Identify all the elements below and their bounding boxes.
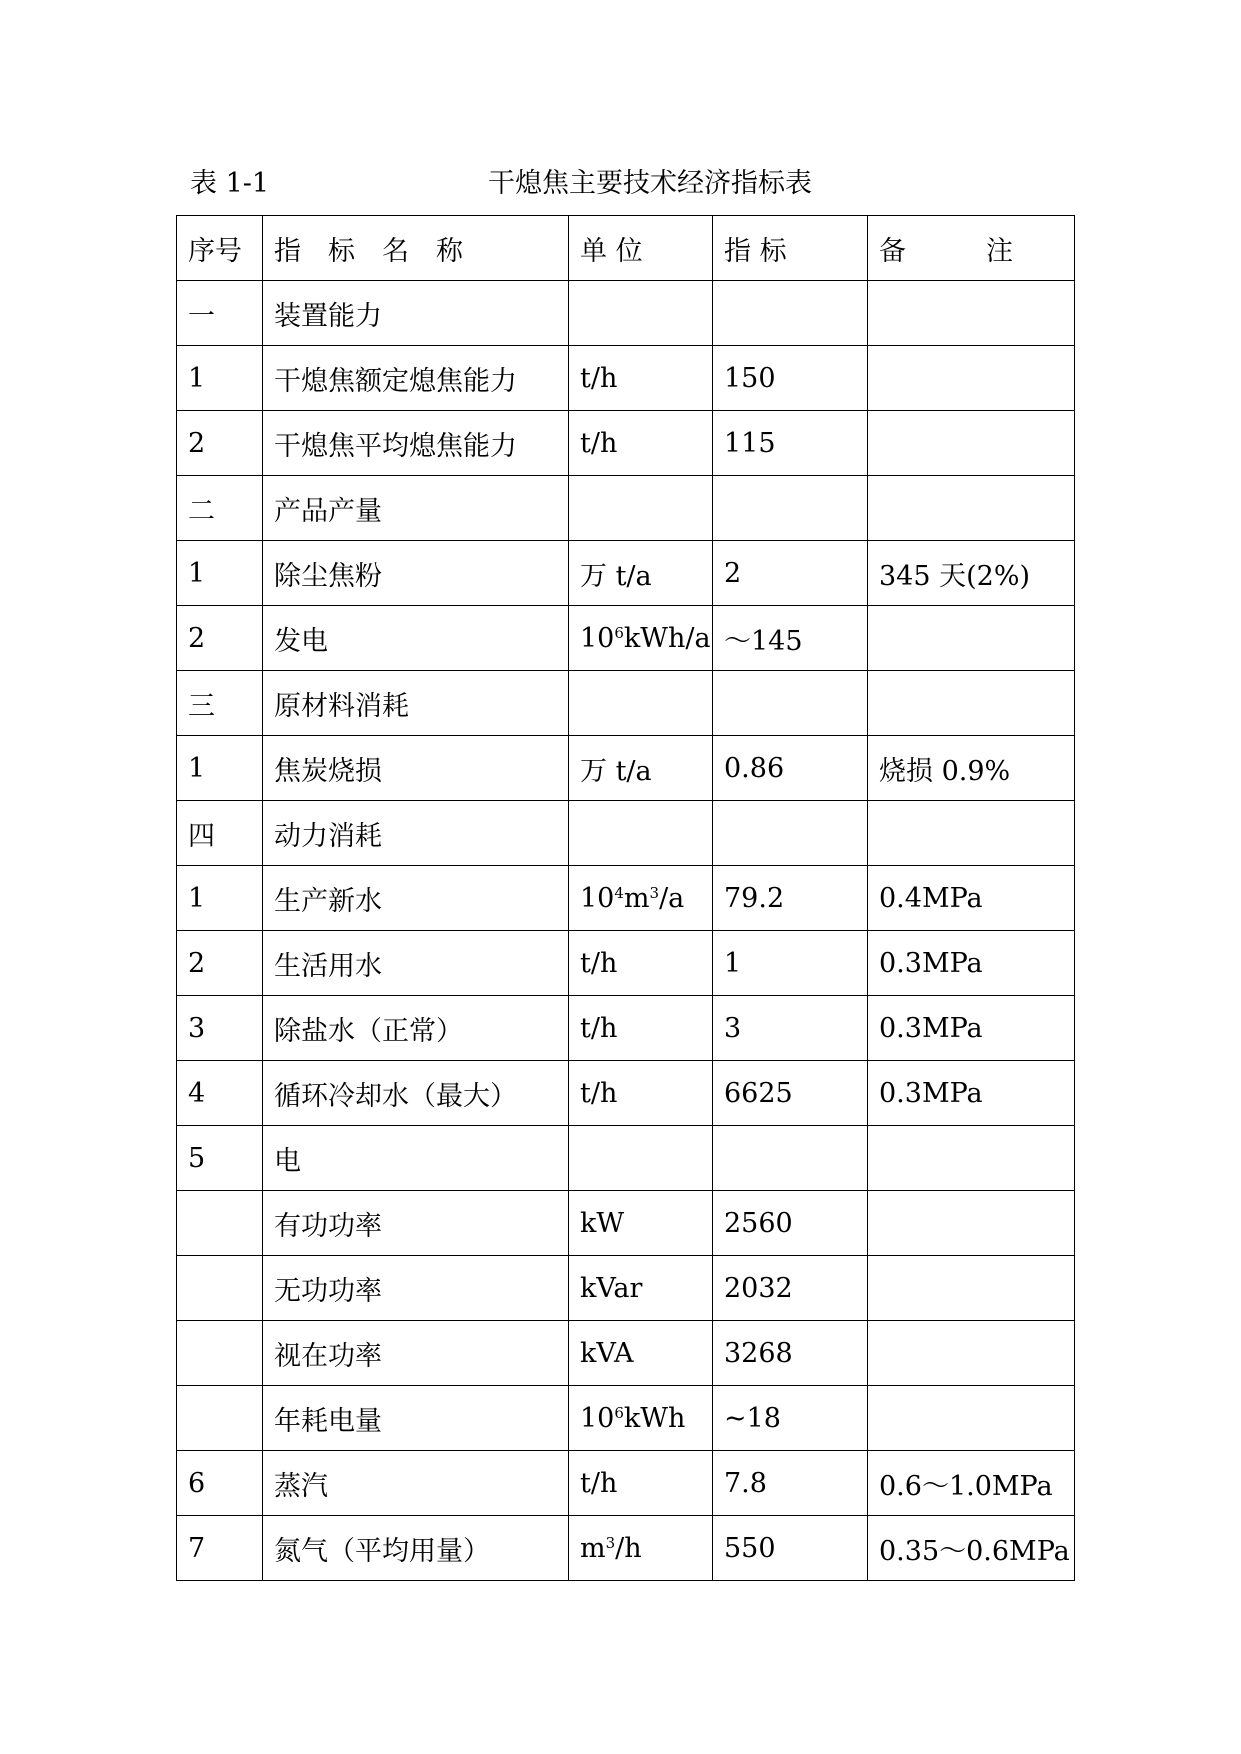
table-row — [177, 476, 1075, 541]
cell-seq: 7 — [177, 1516, 263, 1581]
unit-rest: /h — [615, 1532, 642, 1564]
cell-seq: 2 — [177, 606, 263, 671]
unit-rest: kWh — [623, 1402, 686, 1434]
table-row — [177, 866, 1075, 931]
header-seq: 序号 — [177, 216, 263, 281]
table-caption — [190, 160, 1090, 208]
cell-note: 0.3MPa — [868, 931, 1075, 996]
header-unit: 单 位 — [569, 216, 713, 281]
cell-seq: 1 — [177, 346, 263, 411]
unit-exponent: 4 — [614, 883, 624, 902]
cell-name: 除盐水（正常） — [263, 996, 569, 1061]
table-row — [177, 1126, 1075, 1191]
table-row — [177, 1451, 1075, 1516]
cell-note — [868, 476, 1075, 541]
cell-value — [713, 281, 868, 346]
cell-note: 0.3MPa — [868, 1061, 1075, 1126]
cell-value: 0.86 — [713, 736, 868, 801]
cell-seq — [177, 1191, 263, 1256]
cell-name: 干熄焦额定熄焦能力 — [263, 346, 569, 411]
cell-seq: 2 — [177, 931, 263, 996]
cell-seq — [177, 1386, 263, 1451]
cell-note — [868, 1321, 1075, 1386]
cell-name: 电 — [263, 1126, 569, 1191]
cell-unit: t/h — [569, 346, 713, 411]
cell-value — [713, 476, 868, 541]
table-row — [177, 671, 1075, 736]
cell-value: 2560 — [713, 1191, 868, 1256]
cell-seq: 四 — [177, 801, 263, 866]
cell-name: 原材料消耗 — [263, 671, 569, 736]
cell-name: 生活用水 — [263, 931, 569, 996]
cell-seq: 4 — [177, 1061, 263, 1126]
table-header-row — [177, 216, 1075, 281]
cell-name: 蒸汽 — [263, 1451, 569, 1516]
cell-name: 年耗电量 — [263, 1386, 569, 1451]
cell-unit: 万 t/a — [569, 541, 713, 606]
cell-value: 3268 — [713, 1321, 868, 1386]
table-body — [177, 281, 1075, 1581]
cell-seq: 1 — [177, 736, 263, 801]
cell-note — [868, 1386, 1075, 1451]
cell-note — [868, 606, 1075, 671]
cell-value — [713, 1126, 868, 1191]
cell-note — [868, 1126, 1075, 1191]
header-note — [868, 216, 1075, 281]
cell-unit: kVA — [569, 1321, 713, 1386]
cell-note — [868, 281, 1075, 346]
cell-unit: t/h — [569, 411, 713, 476]
unit-base: 10 — [580, 622, 615, 654]
cell-value — [713, 671, 868, 736]
cell-name: 循环冷却水（最大） — [263, 1061, 569, 1126]
unit-exponent: 6 — [614, 623, 624, 642]
cell-name: 焦炭烧损 — [263, 736, 569, 801]
table-row — [177, 606, 1075, 671]
cell-name: 氮气（平均用量） — [263, 1516, 569, 1581]
cell-unit — [569, 281, 713, 346]
table-row — [177, 1321, 1075, 1386]
unit-rest: kWh/a — [623, 622, 711, 654]
cell-unit — [569, 866, 713, 931]
unit-exponent-2: 3 — [605, 1533, 616, 1552]
cell-note — [868, 801, 1075, 866]
cell-value: 115 — [713, 411, 868, 476]
cell-value: 3 — [713, 996, 868, 1061]
cell-name: 产品产量 — [263, 476, 569, 541]
table-row — [177, 541, 1075, 606]
cell-value: ～145 — [713, 606, 868, 671]
cell-seq — [177, 1256, 263, 1321]
table-row — [177, 411, 1075, 476]
cell-unit — [569, 606, 713, 671]
cell-seq: 二 — [177, 476, 263, 541]
table-row — [177, 346, 1075, 411]
header-value: 指 标 — [713, 216, 868, 281]
cell-unit — [569, 476, 713, 541]
cell-unit: t/h — [569, 1451, 713, 1516]
cell-note: 0.35～0.6MPa — [868, 1516, 1075, 1581]
table-row — [177, 1061, 1075, 1126]
cell-note — [868, 1256, 1075, 1321]
cell-unit: kW — [569, 1191, 713, 1256]
unit-base: 10 — [580, 882, 615, 914]
cell-unit: kVar — [569, 1256, 713, 1321]
cell-value: ~18 — [713, 1386, 868, 1451]
unit-middle: m — [580, 1532, 606, 1564]
cell-name: 发电 — [263, 606, 569, 671]
cell-note: 0.4MPa — [868, 866, 1075, 931]
cell-seq: 三 — [177, 671, 263, 736]
table-row — [177, 801, 1075, 866]
cell-note — [868, 411, 1075, 476]
cell-unit — [569, 801, 713, 866]
cell-unit — [569, 1516, 713, 1581]
cell-seq: 5 — [177, 1126, 263, 1191]
unit-base: 10 — [580, 1402, 615, 1434]
cell-unit — [569, 1386, 713, 1451]
cell-name: 生产新水 — [263, 866, 569, 931]
table-row — [177, 281, 1075, 346]
cell-name: 干熄焦平均熄焦能力 — [263, 411, 569, 476]
cell-note — [868, 346, 1075, 411]
cell-note: 0.3MPa — [868, 996, 1075, 1061]
cell-value: 150 — [713, 346, 868, 411]
table-row — [177, 931, 1075, 996]
header-name: 指 标 名 称 — [263, 216, 569, 281]
cell-seq: 1 — [177, 866, 263, 931]
cell-name: 除尘焦粉 — [263, 541, 569, 606]
table-row — [177, 996, 1075, 1061]
cell-value: 79.2 — [713, 866, 868, 931]
cell-note — [868, 671, 1075, 736]
cell-name: 视在功率 — [263, 1321, 569, 1386]
unit-rest: /a — [659, 882, 685, 914]
cell-seq — [177, 1321, 263, 1386]
cell-name: 装置能力 — [263, 281, 569, 346]
cell-unit — [569, 671, 713, 736]
cell-name: 有功功率 — [263, 1191, 569, 1256]
header-note-a: 备 — [879, 235, 906, 267]
cell-unit: t/h — [569, 996, 713, 1061]
cell-value: 1 — [713, 931, 868, 996]
header-note-b: 注 — [986, 235, 1013, 267]
table-row — [177, 1386, 1075, 1451]
cell-unit — [569, 1126, 713, 1191]
table-number: 表 1-1 — [190, 168, 270, 199]
indicator-table — [176, 215, 1075, 1581]
table-row — [177, 1256, 1075, 1321]
cell-note: 0.6～1.0MPa — [868, 1451, 1075, 1516]
cell-seq: 6 — [177, 1451, 263, 1516]
cell-value: 550 — [713, 1516, 868, 1581]
cell-name: 动力消耗 — [263, 801, 569, 866]
cell-value — [713, 801, 868, 866]
unit-exponent-2: 3 — [649, 883, 660, 902]
cell-seq: 一 — [177, 281, 263, 346]
table-row — [177, 736, 1075, 801]
unit-exponent: 6 — [614, 1403, 624, 1422]
unit-middle: m — [623, 882, 650, 914]
cell-unit: 万 t/a — [569, 736, 713, 801]
cell-name: 无功功率 — [263, 1256, 569, 1321]
cell-unit: t/h — [569, 931, 713, 996]
cell-value: 2 — [713, 541, 868, 606]
cell-note: 345 天(2%) — [868, 541, 1075, 606]
cell-seq: 3 — [177, 996, 263, 1061]
cell-value: 2032 — [713, 1256, 868, 1321]
table-row — [177, 1191, 1075, 1256]
cell-note: 烧损 0.9% — [868, 736, 1075, 801]
table-title: 干熄焦主要技术经济指标表 — [488, 168, 812, 199]
cell-value: 7.8 — [713, 1451, 868, 1516]
cell-seq: 2 — [177, 411, 263, 476]
table-row — [177, 1516, 1075, 1581]
cell-unit: t/h — [569, 1061, 713, 1126]
cell-seq: 1 — [177, 541, 263, 606]
cell-value: 6625 — [713, 1061, 868, 1126]
cell-note — [868, 1191, 1075, 1256]
